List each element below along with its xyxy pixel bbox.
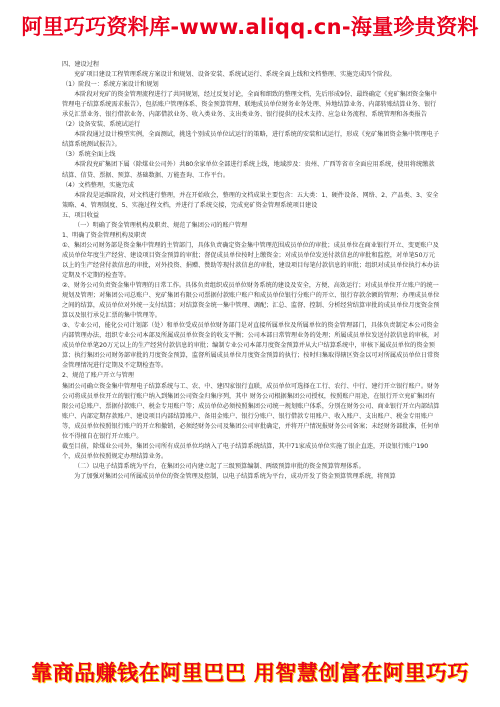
section-heading: 五、项目收益 xyxy=(62,211,100,219)
paragraph: 本阶段是运维阶段，对文档进行整理，并在开始收会，整理的文档成果主要包含：五大类：1、硬件设备、网络、2、产品类、3、安全策略、4、管理制度、5、实施过程文档，并进行了系统交接，完成兖矿资金管理系统项目建设 xyxy=(62,191,439,209)
sub-heading: （1）阶段一：系统方案设计和规划 xyxy=(62,81,159,89)
paragraph: ②、财务公司负责资金集中管理的日常工作。具体负责组织成员单位财务系统的建设及安全，方便、高效运行；对成员单位开立账户的统一规划及管理；对集团公司总账户、兖矿集团有限公司票据付款账户账户和成员单位银行分账户的开立、银行存款余额的管理；办理成员单位之间的结算，成员单位对外统一支付结算；对结算资金统一集中管理、调配；汇总、监督、控制、分析经营结算审批的成员单位月度资金预算以及银行承兑汇票的集中管理等。 xyxy=(62,282,440,320)
header-title: 阿里巧巧资料库-www.aliqq.cn-海量珍贵资料 xyxy=(21,15,479,39)
paragraph: ③、专业公司，能化公司计划部（处）和单位受成员单位财务部门是对直接所属单位及所属单位的资金管理部门，具体负责制定本公司资金内部管理办法，组织专业公司本部及所属成员单位资金的收支平衡；公司本部日常管理业务的处理；所属成员单位发送付款信息的审核，对成员单位单笔20万元以上的生产经营付款信息的审批；编制专业公司本部月度资金预算并从大户结算系统中，审核下属成员单位的资金预算；执行集团公司财务部审批的月度资金预算，监督所属成员单位月度资金预算的执行；按时归集取得辖区资金以可对所属成员单位日常资金管理情况进行定期及不定期检查等。 xyxy=(62,322,440,370)
sub-heading: （一）明确了资金管理机构及职责、规范了集团公司的账户管理 xyxy=(74,221,248,229)
sub-heading: 2、规范了账户开立与管理 xyxy=(62,372,134,380)
section-heading: 四、建设过程 xyxy=(62,61,100,68)
paragraph: 本阶段对兖矿的资金管理流程进行了共同规划，经过反复讨论，全面和细致的整理文档，先后形成9份、最终确定《兖矿集团资金集中管理电子结算系统需求报告》，包括账户管理体系、资金预算管理、联地成员单位财务业务处理、异地结算业务、内部转账结算业务、银行承兑汇票业务、银行借款业务、内部借款业务、收入类业务、支出类业务、银行提供的技术支持、应急业务流程、系统管理和各类报告 xyxy=(62,91,437,119)
footer-banner-text: 靠商品赚钱在阿里巴巴 用智慧创富在阿里巧巧 xyxy=(31,661,469,685)
footer-banner xyxy=(0,655,500,689)
document-body xyxy=(62,60,440,482)
sub-heading: 1、明确了资金管理机构及职责 xyxy=(62,231,147,239)
sub-heading: （2）设备安装、系统试运行 xyxy=(62,121,141,129)
paragraph: 集团公司确立资金集中管理电子结算系统与工、农、中、建四家银行直联，成员单位可选择在工行、农行、中行、建行开立银行账户。财务公司将成员单位开立的银行账户纳入到集团公司资金归集序列，其中 财务公司根据集团公司授权，按照账户用途，在银行开立兖矿集团有限公司总账户、票据付款账户、税金专用账户等；成员单位必须按照集团公司统一规划账户体系，分别在财务公司、商业银行开立内部结算账户、内部定期存款账户、建设项目内部结算账户、备用金账户、银行分账户、银行借款专用账户、收入账户、支出账户、税金专用账户等，成员单位按照银行账户的开立和撤销，必须经财务公司及集团公司审批确定，并将开户情况报财务公司备案；未经财务部批准，任何单位不得擅自在银行开立账户。 xyxy=(62,382,440,440)
paragraph: 本阶段兖矿集团下属（除煤业公司外）共80余家单位全部进行系统上线，地域涉及：贵州、广西等省市全面应用系统，使用将统缴款结算、信贷、票据、预算、基础数据、万能查询、工作平台。 xyxy=(62,161,435,179)
paragraph: 兖矿项目建设工程管理系统方案设计和规划、设备安装、系统试运行、系统全面上线和文档整理、实施完成四个阶段。 xyxy=(74,71,396,79)
paragraph: 为了加强对集团公司所属成员单位的资金管理及控制，以电子结算系统为平台，成功开发了资金预算管理系统，将预算 xyxy=(74,472,396,480)
sub-heading: （4）文档整理，实施完成 xyxy=(62,181,134,189)
page-header xyxy=(0,0,500,52)
sub-heading: （二）以电子结算系统为平台，在集团公司内建立起了三级预算编制、两级预算审批的资金预算管理体系。 xyxy=(74,462,365,470)
paragraph: ①、集团公司财务部是资金集中管理的主管部门，具体负责确定资金集中管理范围成员单位的审批；成员单位在商业银行开立、变更账户及成员单位年度生产经营、建设项目资金预算的审批；督促成员单位按时上缴资金；对成员单位发送付款信息的审批和监控，对单笔50万元以上的生产经营付款信息的审批，对外投资、捐赠、赞助等现付款信息的审批，建设项目每笔付款信息的审批；组织对成员单位执行本办法定期及不定期的检查等。 xyxy=(62,241,440,279)
paragraph: 截至目前，除煤业公司外，集团公司所有成员单位均纳入了电子结算系统结算，其中71家成员单位实施了银企直连，开设银行账户190个，成员单位按照规定办理结算业务。 xyxy=(62,442,429,460)
paragraph: 本阶段通过设计模型实例，全面测试，挑选个别成员单位试运行的策略，进行系统的安装和试运行，形成《兖矿集团资金集中管理电子结算系统测试报告》。 xyxy=(62,131,440,149)
sub-heading: （3）系统全面上线 xyxy=(62,151,116,159)
